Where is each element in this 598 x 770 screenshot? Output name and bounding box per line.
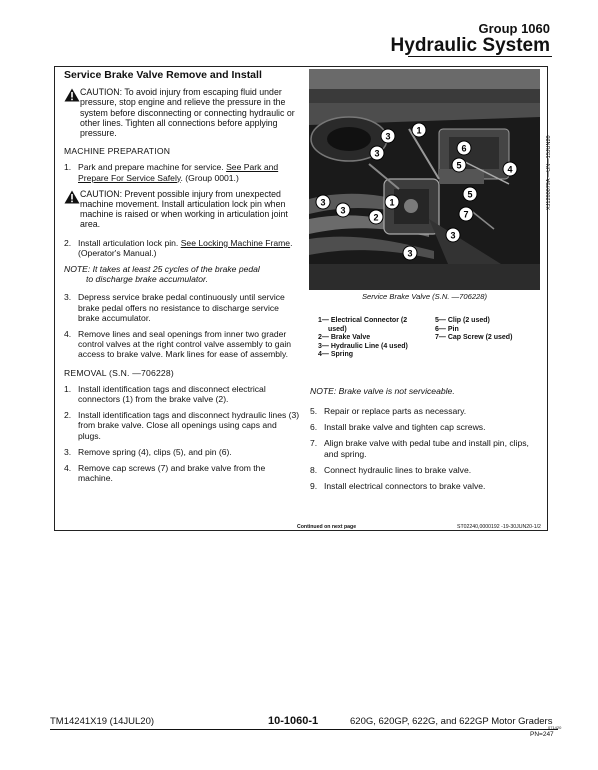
header-rule [408,56,552,57]
step-number: 5. [310,406,318,416]
step-text [78,238,300,258]
legend-entry: 7— Cap Screw (2 used) [435,334,513,342]
footer-models: 620G, 620GP, 622G, and 622GP Motor Graders [350,716,553,727]
callout-label: 1 [389,197,395,208]
continued-notice: Continued on next page [297,524,357,530]
callout-label: 1 [416,125,422,136]
callout-1 [412,123,426,137]
install-step [310,406,540,416]
step-number: 7. [310,438,318,449]
removal-step [64,410,300,441]
step-number: 8. [310,464,318,475]
callout-3-b [370,146,384,160]
callout-label: 4 [507,164,513,175]
page-title: Hydraulic System [390,35,550,56]
step-number: 6. [310,422,318,433]
step-number: 3. [64,446,72,457]
caution-block-movement [64,189,300,230]
step-number: 9. [310,481,318,492]
callout-3-c [316,195,330,209]
right-column [310,406,540,497]
machine-prep-heading: MACHINE PREPARATION [64,146,171,157]
step-text: Remove spring (4), clips (5), and pin (6). [78,446,232,457]
step-text: Depress service brake pedal continuously until service brake pedal offers no resistance to discharge service brake accumulator. [78,292,285,323]
step-number: 2. [64,237,72,248]
callout-3-d [336,203,350,217]
warning-triangle-icon [64,88,80,102]
callout-5-a [452,158,466,172]
group-label: Group 1060 [478,21,550,36]
caution-text-movement: CAUTION: Prevent possible injury from unexpected machine movement. Install articulation lock pin when machine is raised or when working in articulation joint area. [80,188,288,230]
figure-side-reference: XJ1280079A —UN—15JUN20 [546,135,552,210]
prep-step-4 [64,329,300,360]
step-text: Align brake valve with pedal tube and install pin, clips, and spring. [324,438,529,459]
removal-step [64,447,300,457]
callout-6 [457,141,471,155]
step-text-pre: Park and prepare machine for service. [78,162,227,173]
callout-label: 3 [340,205,346,216]
install-step [310,465,540,475]
legend-column-right [423,317,540,360]
legend-entry: 6— Pin [435,325,459,333]
install-step [310,438,540,458]
callout-label: 3 [450,230,456,241]
step-text: Repair or replace parts as necessary. [324,406,467,416]
step-text: Install identification tags and disconnect electrical connectors (1) from the brake valve (2). [78,383,266,405]
footer-manual-id: TM14241X19 (14JUL20) [50,716,155,727]
removal-step [64,463,300,483]
legend-entry: 4— Spring [318,351,354,359]
install-step [310,481,540,491]
note-not-serviceable: NOTE: Brake valve is not serviceable. [310,386,455,396]
prep-step-2 [64,238,300,258]
legend-entry: 2— Brake Valve [318,334,371,342]
callout-2 [369,210,383,224]
step-text-post: . (Group 0001.) [180,172,239,183]
install-step [310,422,540,432]
step-text: Install identification tags and disconnect hydraulic lines (3) from brake valve. Close all openings using caps and plugs. [78,410,300,441]
step-number: 4. [64,329,72,340]
callout-label: 3 [320,197,326,208]
step-text: Install brake valve and tighten cap screws. [324,422,486,433]
brake-valve-photo [309,69,540,290]
photo-illustration [309,69,540,290]
callout-label: 7 [463,209,469,220]
callout-5-b [463,187,477,201]
document-reference-id: ST02240,0000192 -19-30JUN20-1/2 [457,524,541,530]
prep-step-3 [64,292,300,323]
step-text-post: . (Operator's Manual.) [78,237,293,258]
step-text: Remove lines and seal openings from inner two grader control valves at the right control valve assembly to gain access to brake valve. Mark lines for ease of assembly. [78,329,292,360]
link-locking-frame[interactable]: See Locking Machine Frame [180,237,291,248]
left-column [64,70,300,490]
callout-label: 5 [456,160,462,171]
figure-legend [318,317,540,360]
link-park-prepare[interactable]: See Park and Prepare For Service Safely [78,162,279,183]
step-number: 1. [64,162,72,173]
step-number: 1. [64,383,72,394]
section-title: Service Brake Valve Remove and Install [64,69,262,81]
warning-triangle-icon [64,190,80,204]
note-line-1: NOTE: It takes at least 25 cycles of the brake pedal [64,264,260,275]
figure-caption: Service Brake Valve (S.N. —706228) [361,292,488,301]
step-text: Remove cap screws (7) and brake valve from the machine. [78,463,266,484]
step-text-pre: Install articulation lock pin. [78,237,181,248]
prep-step-1 [64,162,300,182]
callout-3-a [381,129,395,143]
legend-column-left [318,317,423,360]
legend-entry: 3— Hydraulic Line (4 used) [318,342,408,350]
callout-label: 6 [461,143,467,154]
callout-7 [459,207,473,221]
callout-label: 5 [467,189,473,200]
callout-label: 3 [385,131,391,142]
note-accumulator [64,264,300,284]
legend-entry: used) [328,325,347,333]
note-line-2: to discharge brake accumulator. [86,274,208,285]
step-text: Install electrical connectors to brake valve. [324,481,486,492]
step-number: 3. [64,292,72,303]
step-text: Connect hydraulic lines to brake valve. [324,464,472,475]
removal-heading: REMOVAL (S.N. —706228) [64,367,174,378]
callout-1-b [385,195,399,209]
callout-label: 3 [374,148,380,159]
removal-step [64,384,300,404]
callout-3-f [403,246,417,260]
step-number: 4. [64,463,72,474]
footer-rule [50,729,558,730]
callout-label: 3 [407,248,413,259]
footer-date-code: 071420 [548,725,562,730]
caution-block-pressure [64,87,300,138]
legend-entry: 1— Electrical Connector (2 [318,317,408,324]
footer-pn: PN=247 [530,731,554,738]
callout-label: 2 [373,212,379,223]
callout-4 [503,162,517,176]
caution-text-pressure: CAUTION: To avoid injury from escaping fluid under pressure, stop engine and relieve the pressure in the system before disconnecting or connecting hydraulic or other lines. Tighten all connections before applying pressure. [80,87,295,139]
callout-3-e [446,228,460,242]
footer-page-number: 10-1060-1 [268,715,319,727]
step-number: 2. [64,410,72,421]
step-text [78,162,300,182]
legend-entry: 5— Clip (2 used) [435,317,490,324]
